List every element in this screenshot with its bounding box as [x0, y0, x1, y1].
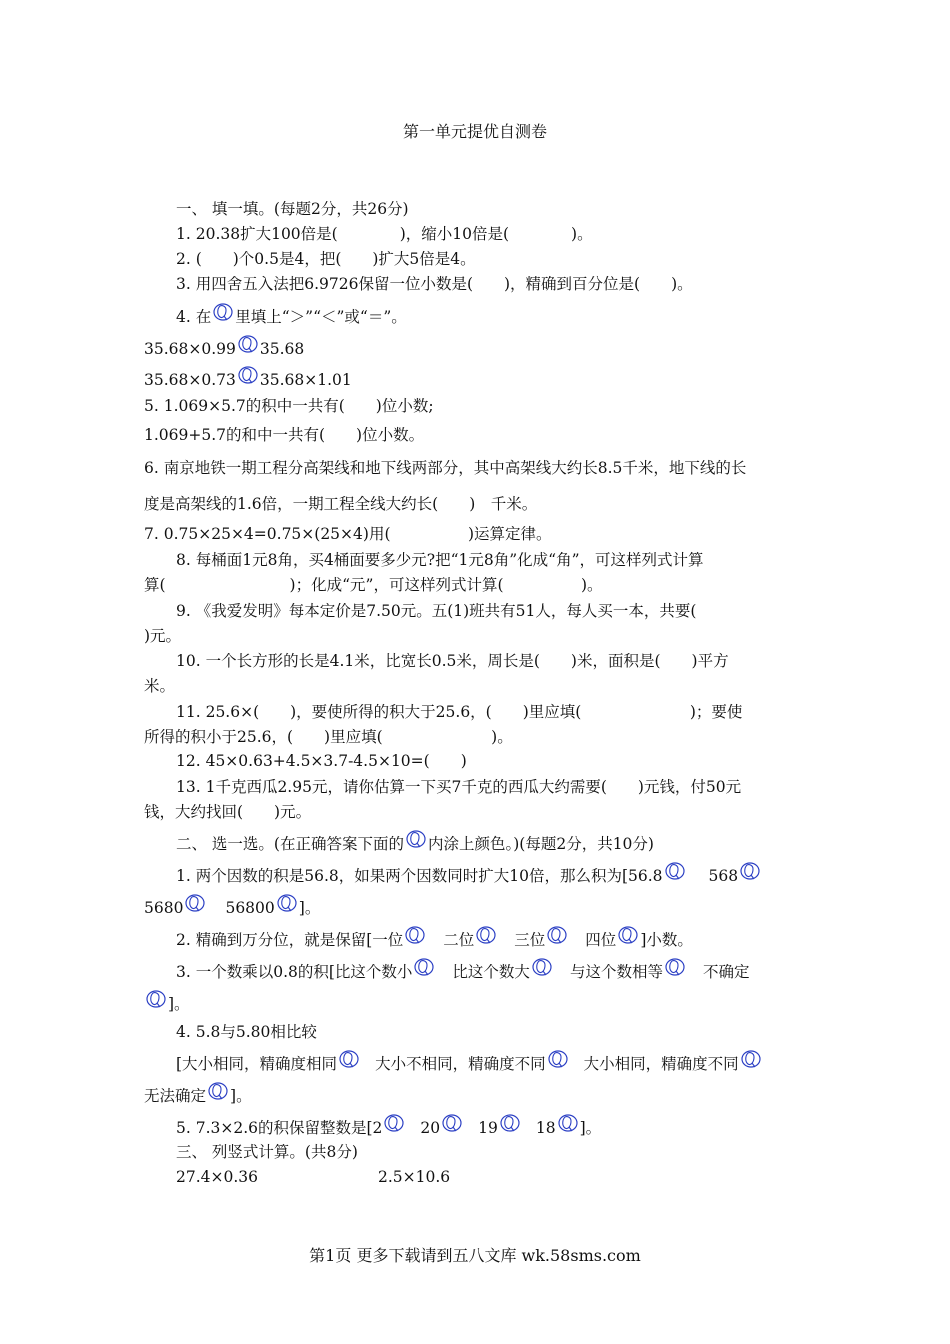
circle-option-icon[interactable]: [617, 930, 639, 950]
s1-q13-line1: 13. 1千克西瓜2.95元，请你估算一下买7千克的西瓜大约需要( )元钱，付50元: [176, 778, 742, 796]
circle-option-icon[interactable]: [531, 962, 553, 982]
page-title: 第一单元提优自测卷: [402, 122, 547, 141]
s2-q5-c: 19: [478, 1119, 498, 1137]
section1-header: 一、 填一填。(每题2分，共26分): [176, 200, 409, 218]
circle-option-icon[interactable]: [547, 1054, 569, 1074]
s2-q4-line3: [144, 1086, 252, 1106]
section3-header: 三、 列竖式计算。(共8分): [176, 1143, 358, 1161]
s1-q4-l2-b: 35.68×1.01: [259, 371, 352, 389]
s1-q8-line2: 算( )；化成“元”，可这样列式计算( )。: [144, 576, 603, 594]
circle-option-icon[interactable]: [475, 930, 497, 950]
s1-q11-line1: 11. 25.6×( )，要使所得的积大于25.6，( )里应填( )；要使: [176, 703, 743, 721]
s1-q4-l1-b: 35.68: [259, 340, 305, 358]
circle-option-icon[interactable]: [441, 1118, 463, 1138]
circle-option-icon[interactable]: [184, 898, 206, 918]
s1-q12: 12. 45×0.63+4.5×3.7-4.5×10=( ): [176, 752, 467, 770]
circle-option-icon[interactable]: [404, 930, 426, 950]
circle-option-icon[interactable]: [546, 930, 568, 950]
s1-q4: [176, 307, 407, 327]
s2-q2-e: ]小数。: [640, 931, 693, 949]
s2-q4-d: 无法确定: [144, 1087, 207, 1105]
s2-q1-line1: [176, 866, 762, 886]
s2-q2-d: 四位: [585, 931, 617, 949]
s1-q10-line1: 10. 一个长方形的长是4.1米，比宽长0.5米，周长是( )米，面积是( )平方: [176, 652, 729, 670]
page-footer: 第1页 更多下载请到五八文库 wk.58sms.com: [309, 1246, 641, 1265]
s3-calc2: 2.5×10.6: [378, 1168, 451, 1186]
s1-q6-line2: 度是高架线的1.6倍，一期工程全线大约长( ) 千米。: [144, 495, 538, 513]
circle-option-icon[interactable]: [499, 1118, 521, 1138]
s1-q8-line1: 8. 每桶面1元8角，买4桶面要多少元?把“1元8角”化成“角”，可这样列式计算: [176, 551, 704, 569]
s1-q7: 7. 0.75×25×4=0.75×(25×4)用( )运算定律。: [144, 525, 552, 543]
s2-q3-c: 与这个数相等: [569, 963, 663, 981]
s2-q2-c: 三位: [514, 931, 546, 949]
s2-q3-line1: [176, 962, 749, 982]
s2-q5-b: 20: [420, 1119, 441, 1137]
s2-header-b: 内涂上颜色。)(每题2分，共10分): [427, 835, 654, 853]
s2-q1-d: 56800: [225, 899, 275, 917]
circle-option-icon[interactable]: [383, 1118, 405, 1138]
s2-q2: [176, 930, 693, 950]
s1-q5-line2: 1.069+5.7的和中一共有( )位小数。: [144, 426, 425, 444]
section2-header: [176, 834, 654, 854]
circle-answer-icon: [212, 307, 234, 327]
s2-q1-a: 1. 两个因数的积是56.8，如果两个因数同时扩大10倍，那么积为[56.8: [176, 867, 663, 885]
s2-q3-end: ]。: [168, 995, 190, 1013]
s2-q3-b: 比这个数大: [452, 963, 530, 981]
s2-q4-line2: [176, 1054, 763, 1074]
s2-q1-c: 5680: [144, 899, 184, 917]
s1-q11-line2: 所得的积小于25.6，( )里应填( )。: [144, 728, 513, 746]
circle-option-icon[interactable]: [739, 866, 761, 886]
s1-q3: 3. 用四舍五入法把6.9726保留一位小数是( )，精确到百分位是( )。: [176, 275, 693, 293]
s2-q2-b: 二位: [443, 931, 475, 949]
circle-option-icon[interactable]: [664, 962, 686, 982]
s1-q5-line1: 5. 1.069×5.7的积中一共有( )位小数;: [144, 397, 434, 415]
s2-header-a: 二、 选一选。(在正确答案下面的: [176, 835, 404, 853]
circle-option-icon[interactable]: [740, 1054, 762, 1074]
s1-q2: 2. ( )个0.5是4，把( )扩大5倍是4。: [176, 250, 476, 268]
s1-q4-l2-a: 35.68×0.73: [144, 371, 236, 389]
s1-q1: 1. 20.38扩大100倍是( )，缩小10倍是( )。: [176, 225, 593, 243]
circle-option-icon[interactable]: [557, 1118, 579, 1138]
s1-q6-line1: 6. 南京地铁一期工程分高架线和地下线两部分，其中高架线大约长8.5千米，地下线的长: [144, 459, 747, 477]
circle-option-icon[interactable]: [413, 962, 435, 982]
s1-q4-line1: [144, 339, 304, 359]
s2-q3-a: 3. 一个数乘以0.8的积[比这个数小: [176, 963, 413, 981]
s2-q1-line2: [144, 898, 320, 918]
circle-option-icon[interactable]: [338, 1054, 360, 1074]
s1-q9-line1: 9. 《我爱发明》每本定价是7.50元。五(1)班共有51人，每人买一本，共要(: [176, 602, 697, 620]
s1-q4-l1-a: 35.68×0.99: [144, 340, 236, 358]
s1-q13-line2: 钱，大约找回( )元。: [144, 803, 312, 821]
s2-q5: [176, 1118, 601, 1138]
s2-q1-b: 568: [708, 867, 739, 885]
s1-q9-line2: )元。: [144, 627, 182, 645]
s3-calc1: 27.4×0.36: [176, 1168, 259, 1186]
s1-q10-line2: 米。: [144, 677, 176, 695]
circle-option-icon[interactable]: [664, 866, 686, 886]
s1-q4-line2: [144, 370, 352, 390]
s2-q3-line2: [144, 994, 190, 1014]
circle-option-icon[interactable]: [276, 898, 298, 918]
s2-q4-line1: 4. 5.8与5.80相比较: [176, 1023, 317, 1041]
s2-q5-a: 5. 7.3×2.6的积保留整数是[2: [176, 1119, 383, 1137]
s2-q4-c: 大小相同，精确度不同: [583, 1055, 739, 1073]
circle-option-icon[interactable]: [145, 994, 167, 1014]
circle-answer-icon: [405, 834, 427, 854]
circle-option-icon[interactable]: [207, 1086, 229, 1106]
s1-q4-a: 4. 在: [176, 308, 212, 326]
s1-q4-b: 里填上“＞”“＜”或“＝”。: [235, 308, 407, 326]
s2-q5-end: ]。: [579, 1119, 602, 1137]
circle-answer-icon: [237, 370, 259, 390]
s2-q4-b: 大小不相同，精确度不同: [375, 1055, 546, 1073]
s2-q3-d: 不确定: [702, 963, 750, 981]
circle-answer-icon: [237, 339, 259, 359]
s2-q2-a: 2. 精确到万分位，就是保留[一位: [176, 931, 404, 949]
s2-q4-a: [大小相同，精确度相同: [176, 1055, 338, 1073]
s2-q1-end: ]。: [298, 899, 321, 917]
s2-q5-d: 18: [535, 1119, 556, 1137]
s2-q4-end: ]。: [230, 1087, 252, 1105]
